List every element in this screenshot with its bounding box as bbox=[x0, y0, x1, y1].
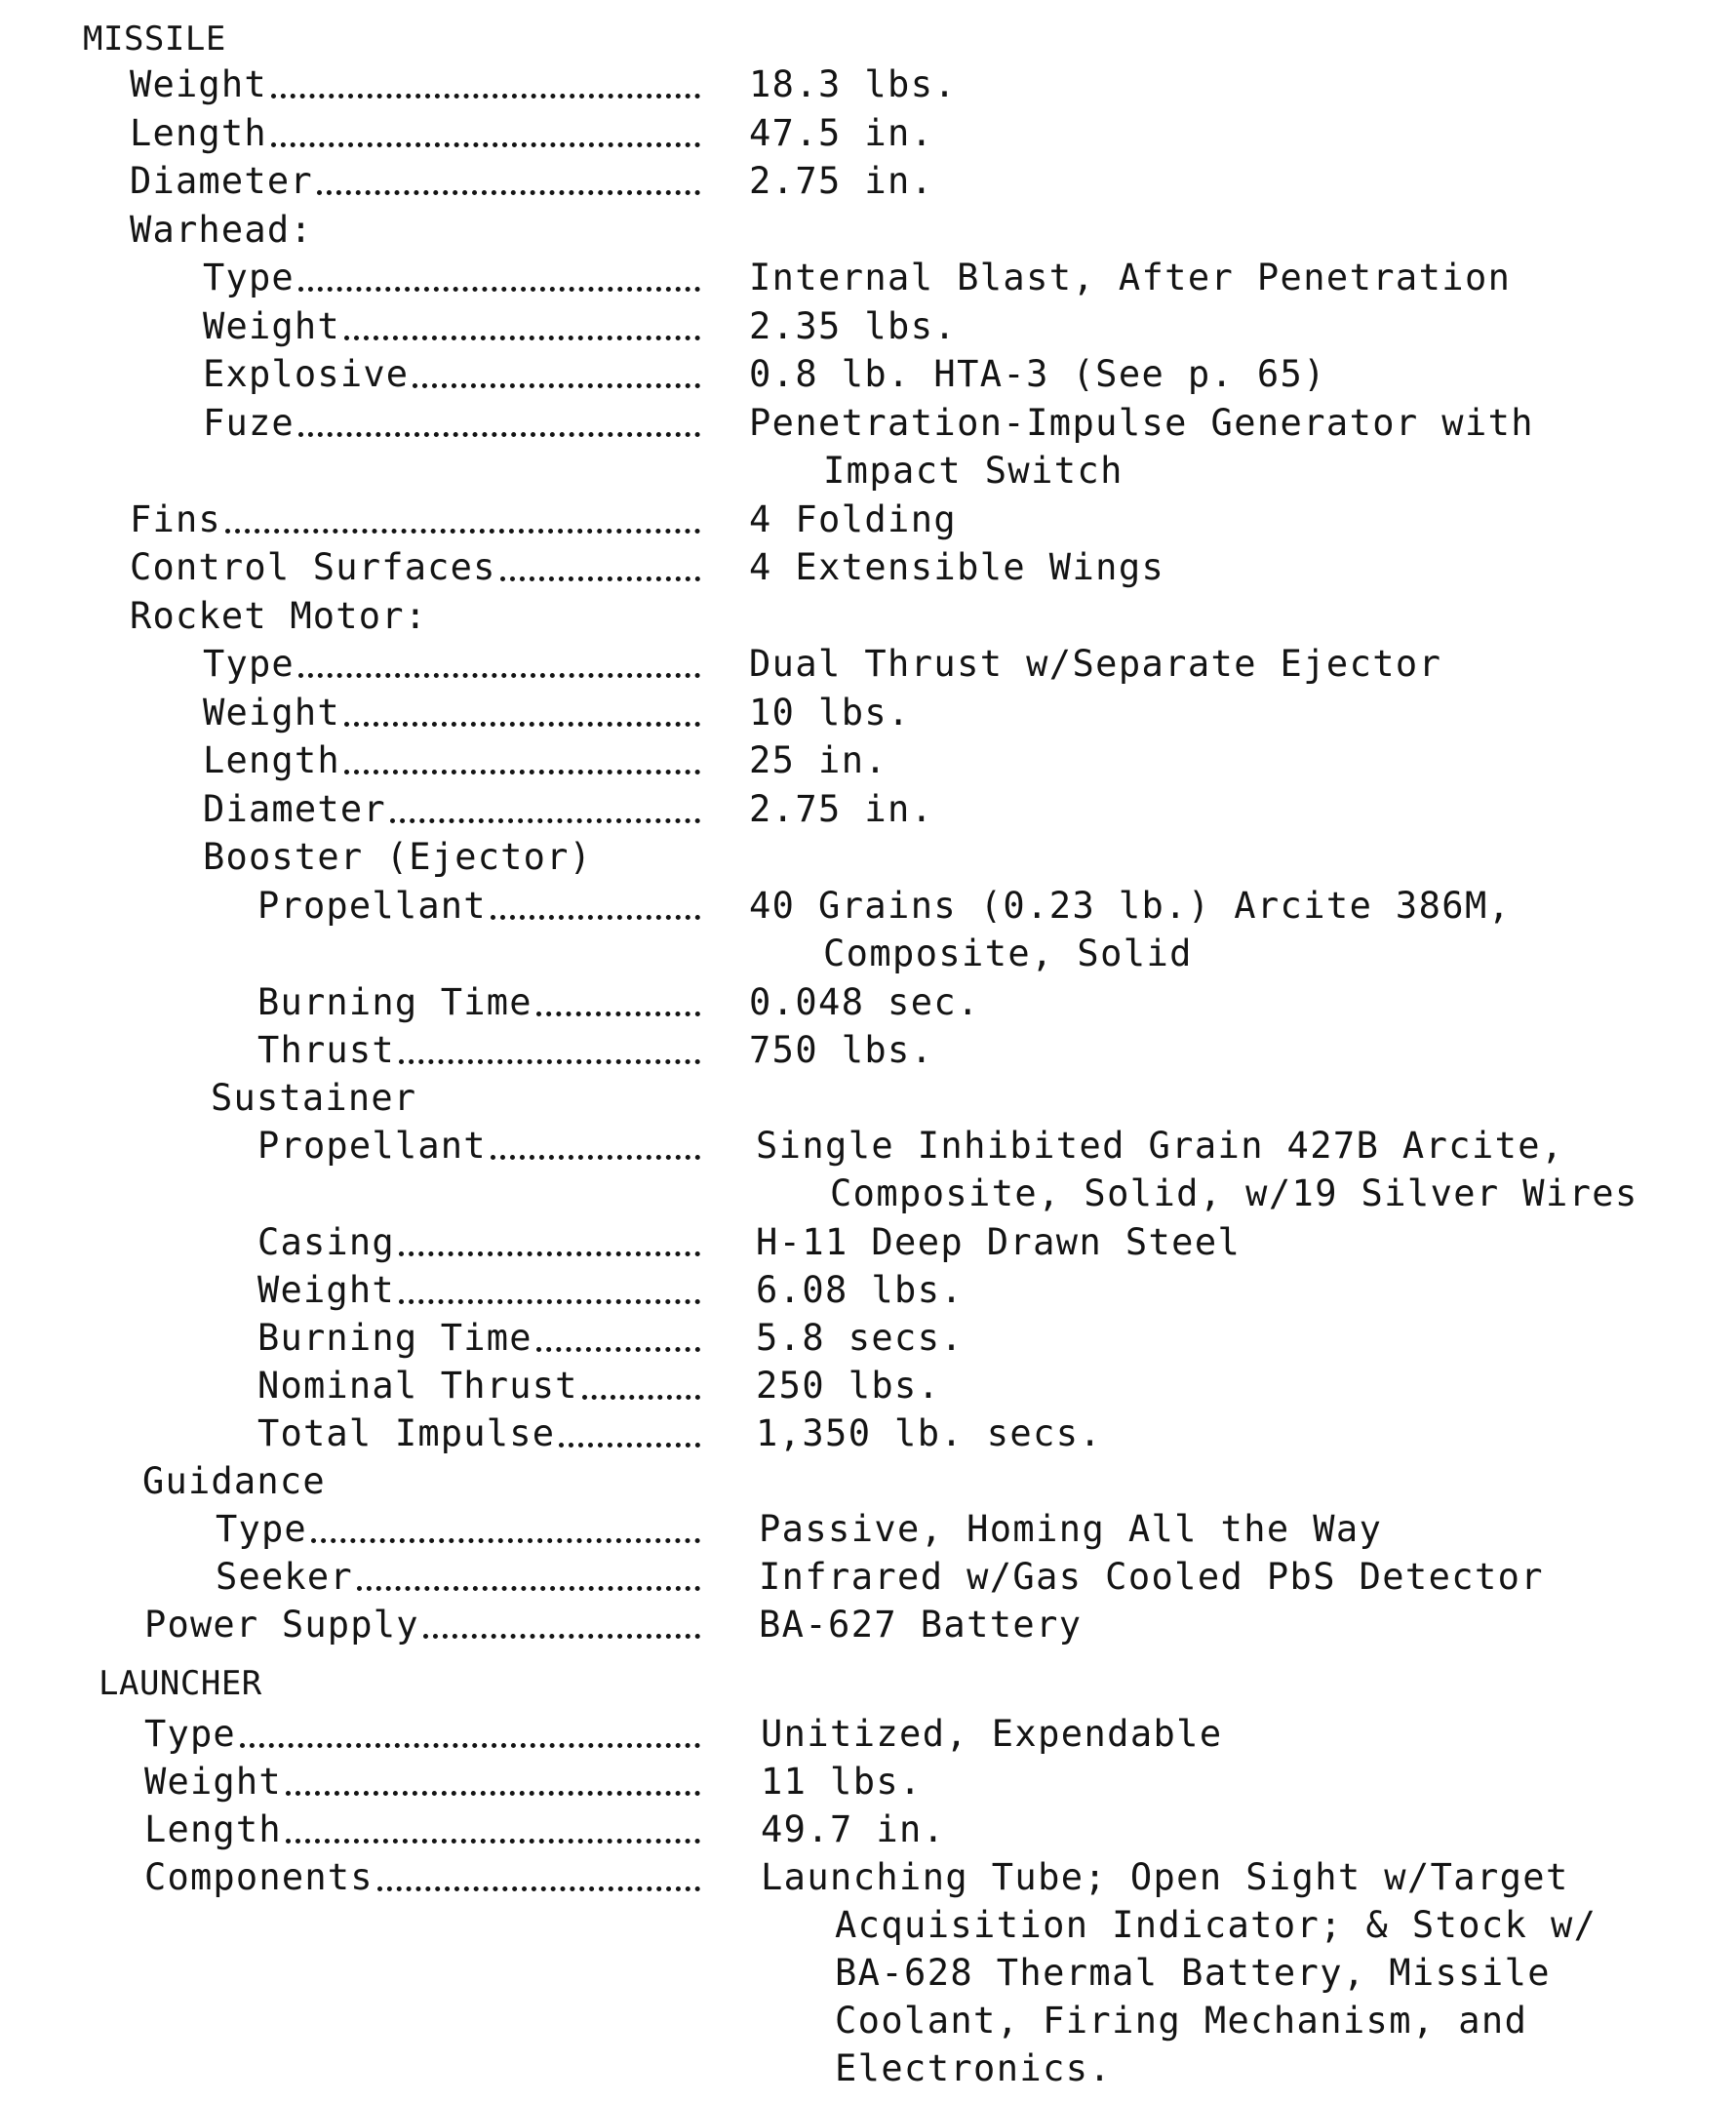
dot-leader bbox=[500, 576, 700, 581]
spec-label: Nominal Thrust bbox=[257, 1365, 578, 1407]
spec-value: H-11 Deep Drawn Steel bbox=[756, 1221, 1242, 1263]
dot-leader bbox=[298, 673, 700, 678]
spec-value: 11 lbs. bbox=[761, 1761, 923, 1803]
dot-leader bbox=[286, 1791, 700, 1796]
dot-leader bbox=[311, 1538, 700, 1543]
spec-label: Weight bbox=[144, 1761, 282, 1803]
spec-label: Burning Time bbox=[257, 1317, 533, 1359]
launcher-heading: LAUNCHER bbox=[99, 1664, 262, 1703]
missile-heading: MISSILE bbox=[83, 20, 226, 59]
spec-value: 2.75 in. bbox=[749, 788, 934, 830]
dot-leader bbox=[399, 1299, 700, 1304]
dot-leader bbox=[536, 1347, 700, 1352]
spec-label: Diameter bbox=[130, 160, 313, 202]
spec-value: 4 Folding bbox=[749, 498, 958, 540]
spec-value: Infrared w/Gas Cooled PbS Detector bbox=[759, 1556, 1544, 1598]
dot-leader bbox=[298, 432, 700, 437]
spec-value: 250 lbs. bbox=[756, 1365, 941, 1407]
dot-leader bbox=[413, 383, 700, 388]
spec-value: 1,350 lb. secs. bbox=[756, 1412, 1103, 1454]
dot-leader bbox=[357, 1586, 700, 1591]
dot-leader bbox=[536, 1012, 700, 1016]
dot-leader bbox=[390, 818, 700, 823]
dot-leader bbox=[399, 1251, 700, 1256]
spec-value: 2.75 in. bbox=[749, 160, 934, 202]
spec-label: Explosive bbox=[203, 353, 410, 395]
spec-value: 6.08 lbs. bbox=[756, 1269, 965, 1311]
spec-label: Seeker bbox=[216, 1556, 353, 1598]
spec-label: Total Impulse bbox=[257, 1412, 556, 1454]
dot-leader bbox=[344, 722, 700, 727]
spec-subheading: Rocket Motor: bbox=[130, 595, 428, 637]
dot-leader bbox=[271, 142, 700, 147]
spec-label: Length bbox=[144, 1808, 282, 1850]
dot-leader bbox=[423, 1634, 700, 1639]
spec-label: Fuze bbox=[203, 402, 295, 444]
dot-leader bbox=[491, 1155, 700, 1160]
spec-label: Fins bbox=[130, 498, 221, 540]
spec-value: Penetration-Impulse Generator with Impact Switch bbox=[749, 402, 1534, 492]
spec-label: Propellant bbox=[257, 1125, 487, 1167]
dot-leader bbox=[240, 1743, 700, 1748]
spec-label: Casing bbox=[257, 1221, 395, 1263]
dot-leader bbox=[582, 1395, 700, 1400]
spec-label: Thrust bbox=[257, 1029, 395, 1071]
dot-leader bbox=[286, 1839, 700, 1844]
spec-subheading: Warhead: bbox=[130, 209, 313, 251]
spec-value: Single Inhibited Grain 427B Arcite, Composite, Solid, w/19 Silver Wires bbox=[756, 1125, 1638, 1214]
spec-label: Length bbox=[203, 739, 340, 781]
spec-value: 0.048 sec. bbox=[749, 981, 980, 1023]
spec-label: Weight bbox=[203, 305, 340, 347]
spec-label: Weight bbox=[203, 692, 340, 734]
spec-value: Passive, Homing All the Way bbox=[759, 1508, 1383, 1550]
spec-label: Type bbox=[203, 257, 295, 298]
spec-label: Burning Time bbox=[257, 981, 533, 1023]
spec-label: Control Surfaces bbox=[130, 546, 496, 588]
spec-subheading: Sustainer bbox=[211, 1077, 417, 1119]
spec-value: 25 in. bbox=[749, 739, 888, 781]
spec-value: 5.8 secs. bbox=[756, 1317, 965, 1359]
spec-value: Unitized, Expendable bbox=[761, 1713, 1223, 1755]
dot-leader bbox=[271, 94, 700, 99]
spec-label: Type bbox=[216, 1508, 307, 1550]
dot-leader bbox=[399, 1059, 700, 1064]
spec-value: Launching Tube; Open Sight w/Target Acquisition Indicator; & Stock w/ BA-628 Thermal Battery, Missile Coolant, Firing Mechanism, and Electronics. bbox=[761, 1856, 1598, 2089]
dot-leader bbox=[344, 770, 700, 774]
dot-leader bbox=[491, 915, 700, 920]
spec-subheading: Guidance bbox=[142, 1460, 326, 1502]
spec-label: Diameter bbox=[203, 788, 386, 830]
spec-label: Length bbox=[130, 112, 267, 154]
spec-value: Dual Thrust w/Separate Ejector bbox=[749, 643, 1442, 685]
spec-label: Weight bbox=[257, 1269, 395, 1311]
spec-value: 4 Extensible Wings bbox=[749, 546, 1165, 588]
spec-label: Type bbox=[144, 1713, 236, 1755]
spec-label: Power Supply bbox=[144, 1604, 419, 1646]
spec-value: Internal Blast, After Penetration bbox=[749, 257, 1512, 298]
dot-leader bbox=[377, 1886, 700, 1891]
spec-value: 750 lbs. bbox=[749, 1029, 934, 1071]
spec-value: BA-627 Battery bbox=[759, 1604, 1083, 1646]
spec-value: 47.5 in. bbox=[749, 112, 934, 154]
dot-leader bbox=[298, 287, 700, 292]
spec-value: 2.35 lbs. bbox=[749, 305, 958, 347]
dot-leader bbox=[317, 190, 700, 195]
spec-subheading: Booster (Ejector) bbox=[203, 836, 593, 878]
dot-leader bbox=[344, 336, 700, 340]
spec-value: 0.8 lb. HTA-3 (See p. 65) bbox=[749, 353, 1326, 395]
spec-value: 18.3 lbs. bbox=[749, 63, 958, 105]
dot-leader bbox=[559, 1443, 700, 1448]
dot-leader bbox=[225, 529, 700, 534]
spec-value: 10 lbs. bbox=[749, 692, 911, 734]
spec-value: 49.7 in. bbox=[761, 1808, 946, 1850]
spec-label: Weight bbox=[130, 63, 267, 105]
spec-label: Propellant bbox=[257, 885, 487, 927]
spec-label: Type bbox=[203, 643, 295, 685]
spec-value: 40 Grains (0.23 lb.) Arcite 386M, Composite, Solid bbox=[749, 885, 1512, 974]
spec-label: Components bbox=[144, 1856, 374, 1898]
